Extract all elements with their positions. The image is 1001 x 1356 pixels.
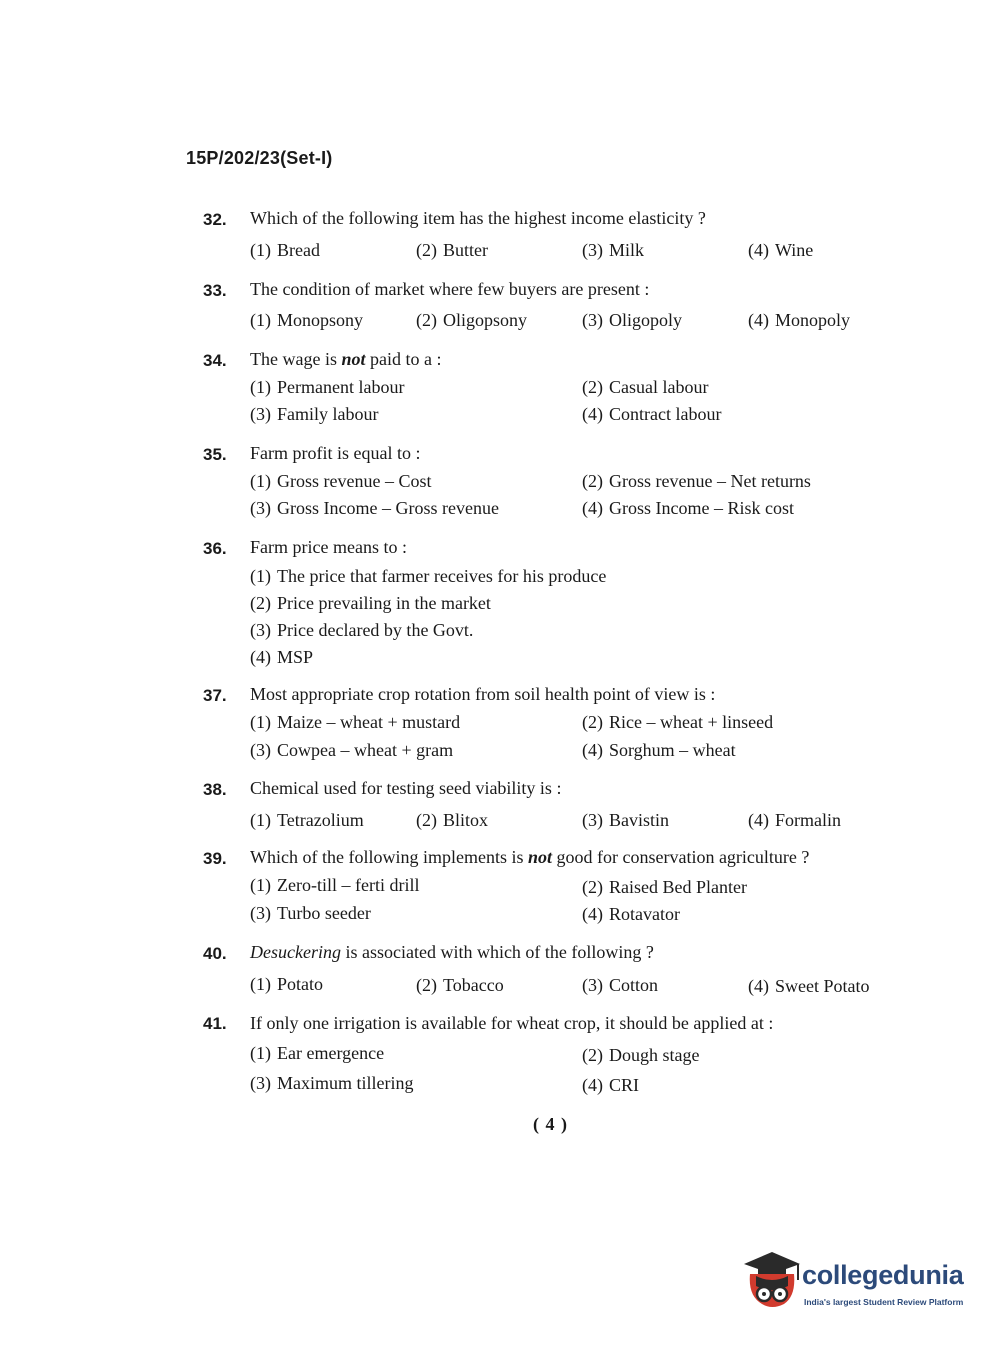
option-1: (1) Bread: [250, 240, 320, 260]
option-4: (4) Rotavator: [582, 904, 680, 924]
option-3: (3) Bavistin: [582, 810, 670, 830]
question-text: Which of the following item has the highest income elasticity ?: [250, 208, 706, 228]
option-2: (2) Casual labour: [582, 377, 709, 397]
question-text: If only one irrigation is available for wheat crop, it should be applied at :: [250, 1013, 774, 1033]
option-4: (4) Contract labour: [582, 404, 722, 424]
option-2: (2) Oligopsony: [416, 310, 528, 330]
option-3: (3) Milk: [582, 240, 645, 260]
mascot-icon: [742, 1250, 802, 1312]
option-4: (4) Monopoly: [748, 310, 851, 330]
option-3: (3) Oligopoly: [582, 310, 683, 330]
option-4: (4) Sweet Potato: [748, 976, 870, 996]
option-1: (1) Potato: [250, 974, 324, 994]
question-number: 41.: [203, 1014, 227, 1033]
option-1: (1) Tetrazolium: [250, 810, 364, 830]
option-3: (3) Price declared by the Govt.: [250, 620, 474, 640]
option-1: (1) Permanent labour: [250, 377, 405, 397]
option-4: (4) CRI: [582, 1075, 640, 1095]
question-number: 32.: [203, 210, 227, 229]
option-4: (4) Gross Income – Risk cost: [582, 498, 794, 518]
question-text: Most appropriate crop rotation from soil health point of view is :: [250, 684, 716, 704]
page-number: ( 4 ): [533, 1114, 568, 1134]
option-2: (2) Gross revenue – Net returns: [582, 471, 811, 491]
question-text: Farm price means to :: [250, 537, 407, 557]
option-2: (2) Tobacco: [416, 975, 504, 995]
option-4: (4) MSP: [250, 647, 314, 667]
exam-code: 15P/202/23(Set-I): [186, 148, 333, 168]
option-2: (2) Rice – wheat + linseed: [582, 712, 774, 732]
option-1: (1) The price that farmer receives for his produce: [250, 566, 607, 586]
option-3: (3) Gross Income – Gross revenue: [250, 498, 499, 518]
question-number: 39.: [203, 849, 227, 868]
question-text: Desuckering is associated with which of the following ?: [250, 942, 654, 962]
question-text: Chemical used for testing seed viability is :: [250, 778, 562, 798]
option-1: (1) Zero-till – ferti drill: [250, 875, 420, 895]
question-text: The condition of market where few buyers are present :: [250, 279, 650, 299]
option-3: (3) Turbo seeder: [250, 903, 371, 923]
question-number: 38.: [203, 780, 227, 799]
option-2: (2) Butter: [416, 240, 488, 260]
option-2: (2) Raised Bed Planter: [582, 877, 747, 897]
question-number: 40.: [203, 944, 227, 963]
option-1: (1) Ear emergence: [250, 1043, 385, 1063]
option-3: (3) Maximum tillering: [250, 1073, 414, 1093]
option-2: (2) Blitox: [416, 810, 489, 830]
option-2: (2) Price prevailing in the market: [250, 593, 491, 613]
question-number: 36.: [203, 539, 227, 558]
option-4: (4) Formalin: [748, 810, 841, 830]
question-text: The wage is not paid to a :: [250, 349, 442, 369]
question-text: Farm profit is equal to :: [250, 443, 421, 463]
logo-tagline: India's largest Student Review Platform: [804, 1297, 964, 1307]
option-1: (1) Maize – wheat + mustard: [250, 712, 461, 732]
option-3: (3) Cotton: [582, 975, 659, 995]
option-2: (2) Dough stage: [582, 1045, 700, 1065]
option-4: (4) Sorghum – wheat: [582, 740, 736, 760]
option-4: (4) Wine: [748, 240, 814, 260]
question-text: Which of the following implements is not good for conservation agriculture ?: [250, 847, 810, 867]
question-number: 33.: [203, 281, 227, 300]
question-number: 34.: [203, 351, 227, 370]
option-3: (3) Family labour: [250, 404, 379, 424]
collegedunia-logo[interactable]: [742, 1250, 972, 1312]
option-3: (3) Cowpea – wheat + gram: [250, 740, 454, 760]
question-number: 35.: [203, 445, 227, 464]
option-1: (1) Monopsony: [250, 310, 364, 330]
option-1: (1) Gross revenue – Cost: [250, 471, 432, 491]
question-number: 37.: [203, 686, 227, 705]
logo-brand-text: collegedunia: [802, 1260, 964, 1290]
